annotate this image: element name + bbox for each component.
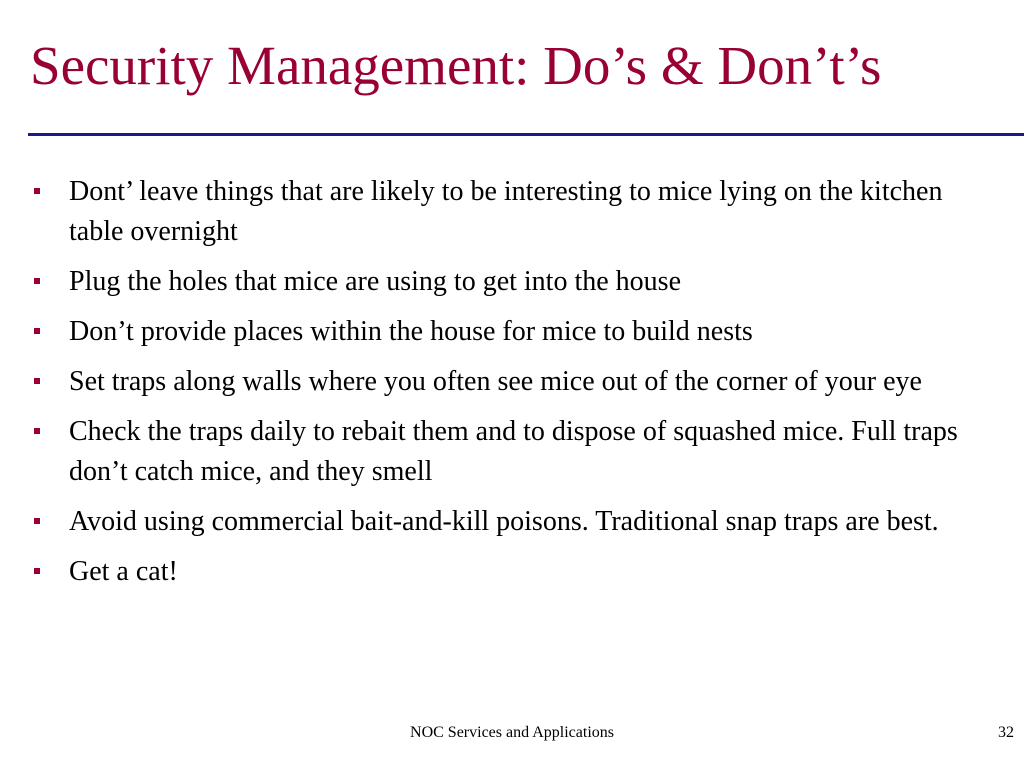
- square-bullet-icon: [34, 568, 40, 574]
- page-number: 32: [998, 724, 1014, 741]
- bullet-item: [30, 412, 960, 492]
- bullet-item: [30, 502, 960, 542]
- square-bullet-icon: [34, 188, 40, 194]
- bullet-text: Plug the holes that mice are using to get into the house: [69, 266, 681, 297]
- bullet-item: [30, 362, 960, 402]
- square-bullet-icon: [34, 328, 40, 334]
- square-bullet-icon: [34, 428, 40, 434]
- footer-text: NOC Services and Applications: [410, 724, 614, 741]
- bullet-text: Dont’ leave things that are likely to be interesting to mice lying on the kitchen table overnight: [69, 176, 943, 247]
- slide-title: Security Management: Do’s & Don’t’s: [30, 35, 882, 96]
- bullet-item: [30, 172, 960, 252]
- bullet-text: Avoid using commercial bait-and-kill poisons. Traditional snap traps are best.: [69, 506, 939, 537]
- bullet-text: Get a cat!: [69, 556, 178, 587]
- bullet-text: Check the traps daily to rebait them and to dispose of squashed mice. Full traps don’t catch mice, and they smell: [69, 416, 958, 487]
- bullet-text: Set traps along walls where you often see mice out of the corner of your eye: [69, 366, 922, 397]
- bullet-text: Don’t provide places within the house for mice to build nests: [69, 316, 753, 347]
- bullet-item: [30, 552, 960, 592]
- bullet-item: [30, 312, 960, 352]
- bullet-list: [30, 172, 960, 602]
- square-bullet-icon: [34, 518, 40, 524]
- bullet-item: [30, 262, 960, 302]
- square-bullet-icon: [34, 278, 40, 284]
- square-bullet-icon: [34, 378, 40, 384]
- title-divider: [28, 133, 1024, 136]
